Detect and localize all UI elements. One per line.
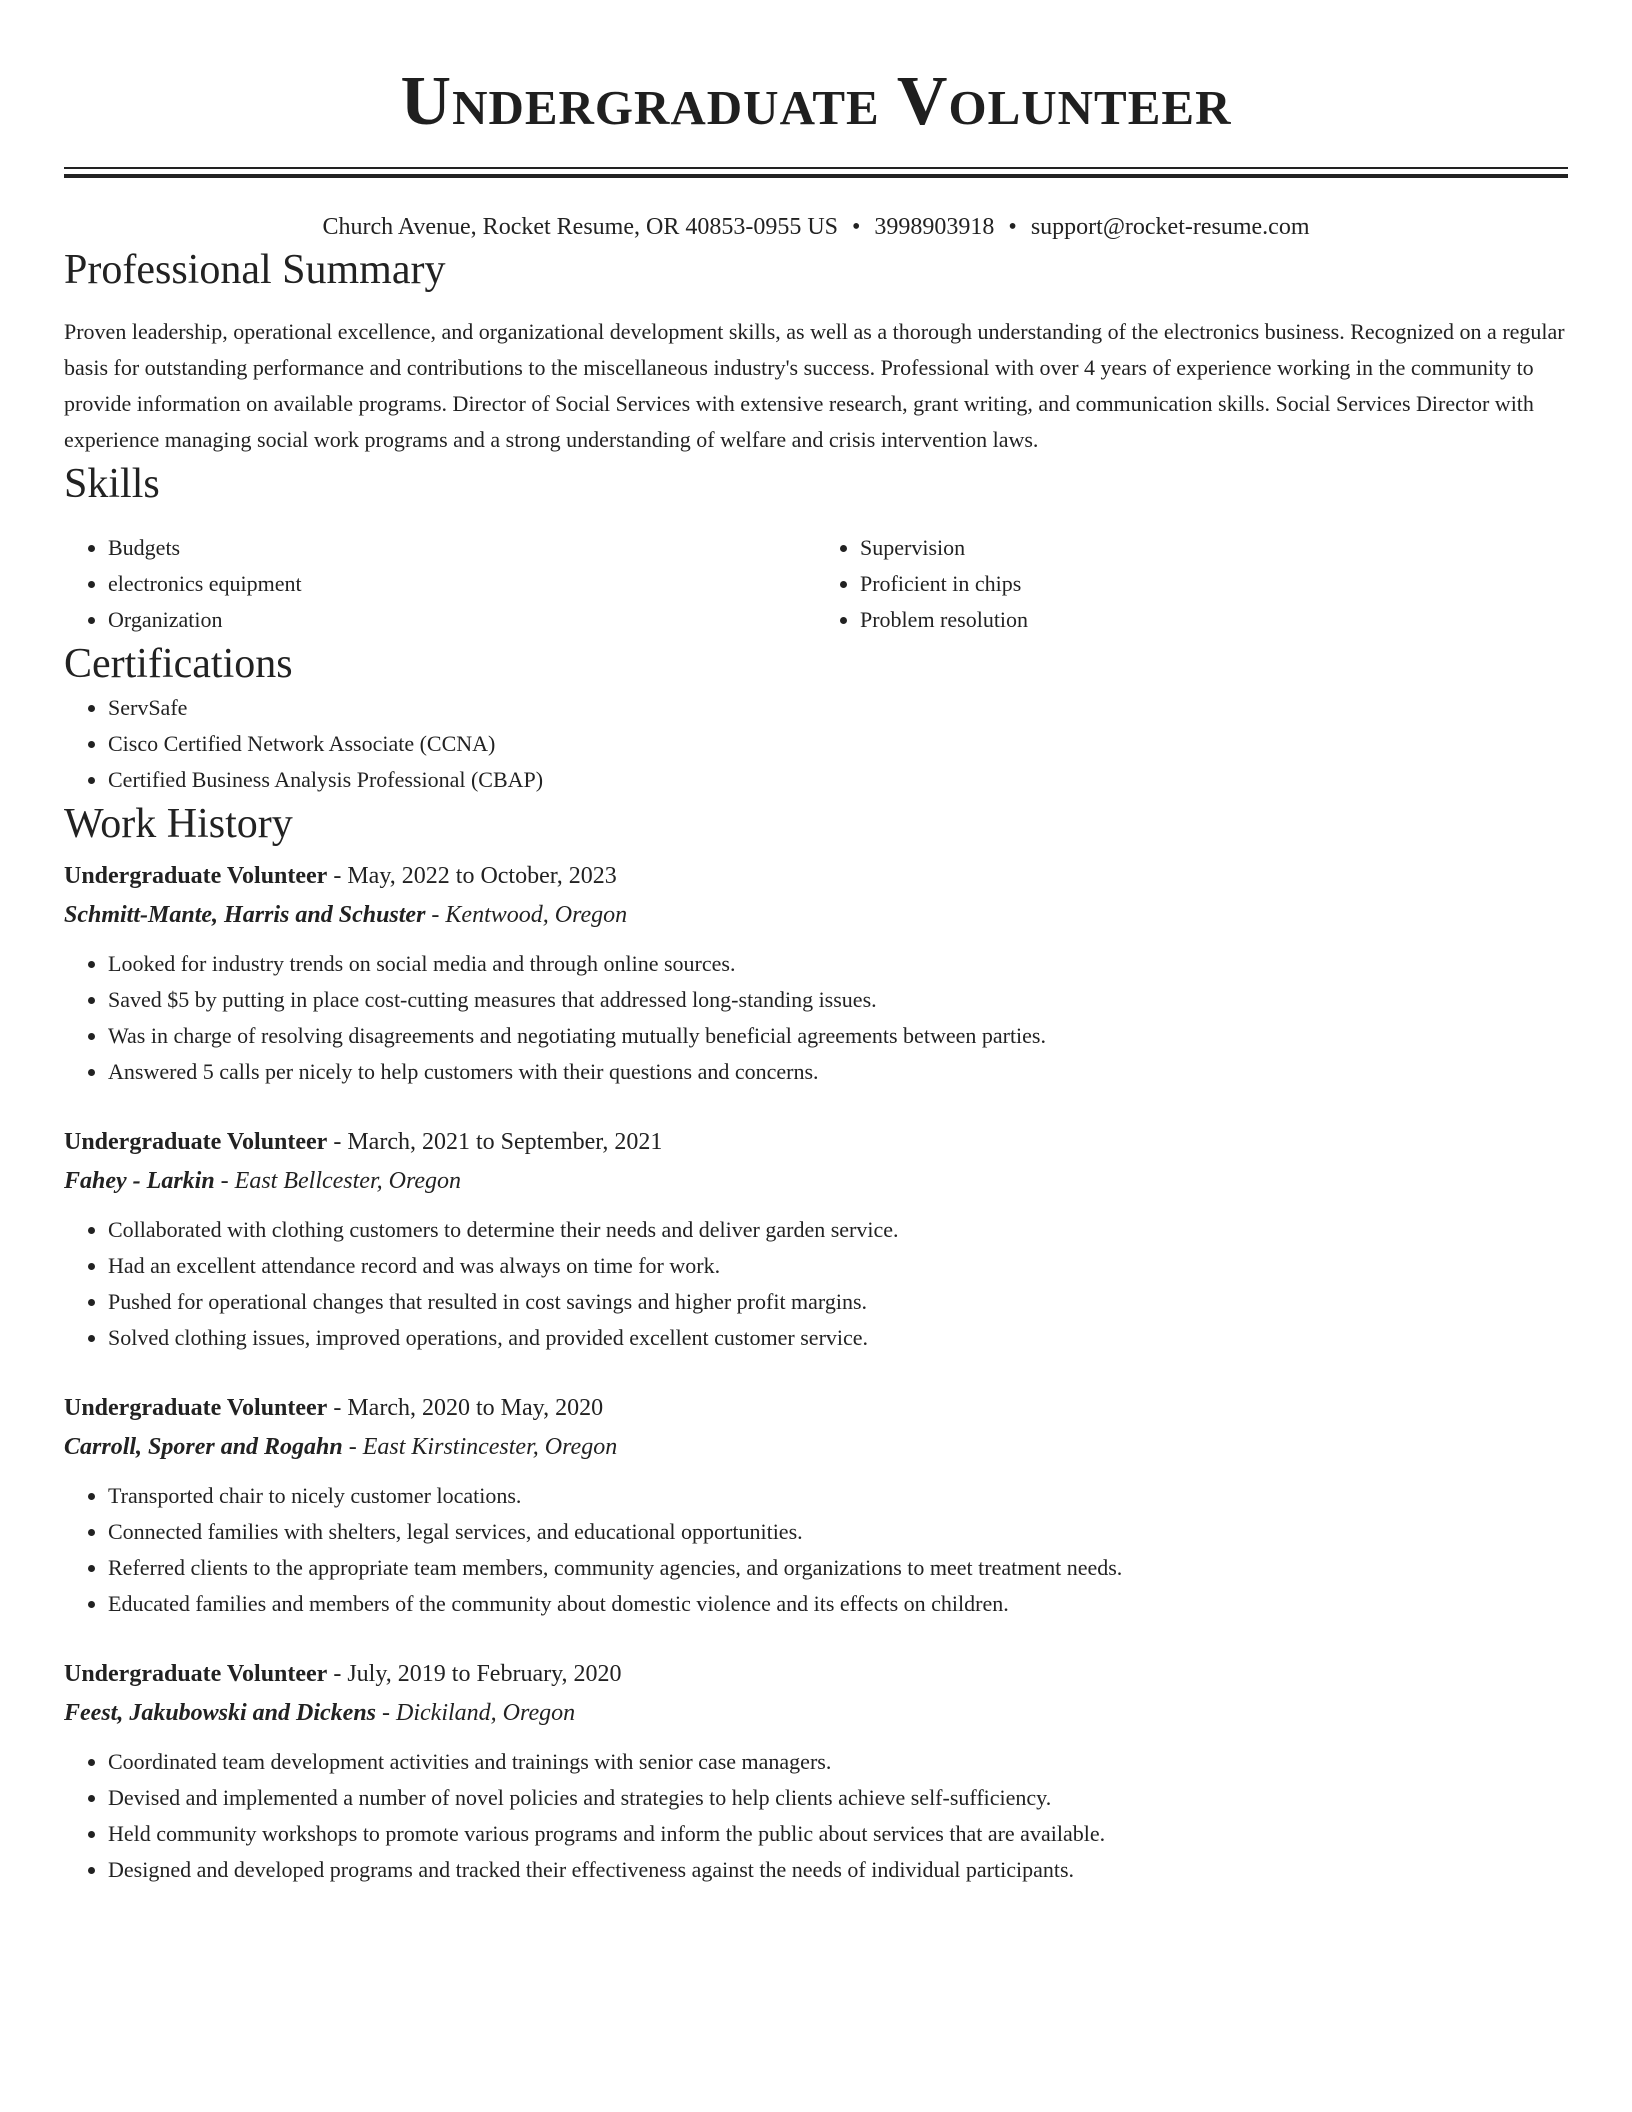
job-bullets — [64, 946, 1568, 1090]
job-bullet: • Educated families and members of the community about domestic violence and its effects on children. — [108, 1586, 1568, 1622]
job-entry — [64, 856, 1568, 1090]
certifications-heading: Certifications — [64, 641, 293, 687]
summary-heading: Professional Summary — [64, 247, 446, 293]
job-location: - East Kirstincester, Oregon — [342, 1434, 618, 1460]
contact-email: support@rocket-resume.com — [1030, 214, 1310, 240]
work-history-heading: Work History — [64, 801, 293, 847]
job-bullet: • Looked for industry trends on social media and through online sources. — [108, 946, 1568, 982]
job-company-line — [64, 1162, 1568, 1200]
certification-item: • ServSafe — [108, 690, 1568, 726]
job-bullet: • Held community workshops to promote various programs and inform the public about services that are available. — [108, 1816, 1568, 1852]
job-location: - Dickiland, Oregon — [376, 1700, 576, 1726]
header-divider — [64, 167, 1568, 178]
summary-text: Proven leadership, operational excellence, and organizational development skills, as well as a thorough understanding of the electronics business. Recognized on a regular basis for outstanding performance and contributions to the miscellaneous industry's success. Professional with over 4 years of experience working in the community to provide information on available programs. Director of Social Services with extensive research, grant writing, and communication skills. Social Services Director with experience managing social work programs and a strong understanding of welfare and crisis intervention laws. — [64, 319, 1565, 452]
job-bullet: • Designed and developed programs and tracked their effectiveness against the needs of individual participants. — [108, 1852, 1568, 1888]
job-bullet: • Solved clothing issues, improved operations, and provided excellent customer service. — [108, 1320, 1568, 1356]
contact-phone: 3998903918 — [874, 214, 995, 240]
contact-separator: • — [1008, 214, 1017, 240]
job-dates: - May, 2022 to October, 2023 — [327, 863, 617, 889]
skills-list — [64, 530, 1568, 638]
job-role: Undergraduate Volunteer — [64, 863, 328, 889]
job-company: Fahey - Larkin — [64, 1168, 215, 1194]
resume-name: Undergraduate Volunteer — [400, 63, 1232, 140]
contact-separator: • — [852, 214, 861, 240]
job-entry — [64, 1654, 1568, 1888]
skill-item: • electronics equipment — [108, 566, 816, 602]
skill-item: • Supervision — [860, 530, 1568, 566]
job-location: - Kentwood, Oregon — [425, 902, 628, 928]
job-bullets — [64, 1744, 1568, 1888]
skill-item: • Proficient in chips — [860, 566, 1568, 602]
skills-heading: Skills — [64, 461, 160, 507]
skill-item: • Organization — [108, 602, 816, 638]
job-role: Undergraduate Volunteer — [64, 1395, 328, 1421]
job-header — [64, 1654, 1568, 1694]
certification-item: • Certified Business Analysis Professional (CBAP) — [108, 762, 1568, 798]
job-bullet: • Collaborated with clothing customers to determine their needs and deliver garden service. — [108, 1212, 1568, 1248]
contact-line — [64, 210, 1568, 244]
job-bullet: • Pushed for operational changes that resulted in cost savings and higher profit margins. — [108, 1284, 1568, 1320]
skill-item: • Problem resolution — [860, 602, 1568, 638]
job-entry — [64, 1388, 1568, 1622]
job-company: Carroll, Sporer and Rogahn — [64, 1434, 343, 1460]
job-bullet: • Coordinated team development activities and trainings with senior case managers. — [108, 1744, 1568, 1780]
job-company-line — [64, 896, 1568, 934]
job-bullets — [64, 1478, 1568, 1622]
job-company-line — [64, 1694, 1568, 1732]
job-company: Feest, Jakubowski and Dickens — [64, 1700, 377, 1726]
job-bullets — [64, 1212, 1568, 1356]
job-header — [64, 1388, 1568, 1428]
job-role: Undergraduate Volunteer — [64, 1661, 328, 1687]
job-company-line — [64, 1428, 1568, 1466]
certifications-list — [64, 690, 1568, 798]
job-entry — [64, 1122, 1568, 1356]
job-dates: - March, 2020 to May, 2020 — [327, 1395, 604, 1421]
job-company: Schmitt-Mante, Harris and Schuster — [64, 902, 426, 928]
job-dates: - July, 2019 to February, 2020 — [327, 1661, 622, 1687]
job-bullet: • Was in charge of resolving disagreements and negotiating mutually beneficial agreements between parties. — [108, 1018, 1568, 1054]
job-role: Undergraduate Volunteer — [64, 1129, 328, 1155]
job-bullet: • Devised and implemented a number of novel policies and strategies to help clients achieve self-sufficiency. — [108, 1780, 1568, 1816]
contact-address: Church Avenue, Rocket Resume, OR 40853-0955 US — [322, 214, 838, 240]
job-bullet: • Referred clients to the appropriate team members, community agencies, and organizations to meet treatment needs. — [108, 1550, 1568, 1586]
job-bullet: • Saved $5 by putting in place cost-cutting measures that addressed long-standing issues. — [108, 982, 1568, 1018]
job-header — [64, 856, 1568, 896]
skills-column-right — [816, 530, 1568, 638]
skills-column-left — [64, 530, 816, 638]
skill-item: • Budgets — [108, 530, 816, 566]
job-bullet: • Connected families with shelters, legal services, and educational opportunities. — [108, 1514, 1568, 1550]
job-bullet: • Transported chair to nicely customer locations. — [108, 1478, 1568, 1514]
job-bullet: • Answered 5 calls per nicely to help customers with their questions and concerns. — [108, 1054, 1568, 1090]
job-header — [64, 1122, 1568, 1162]
job-location: - East Bellcester, Oregon — [214, 1168, 462, 1194]
job-bullet: • Had an excellent attendance record and was always on time for work. — [108, 1248, 1568, 1284]
certification-item: • Cisco Certified Network Associate (CCNA) — [108, 726, 1568, 762]
job-dates: - March, 2021 to September, 2021 — [327, 1129, 663, 1155]
